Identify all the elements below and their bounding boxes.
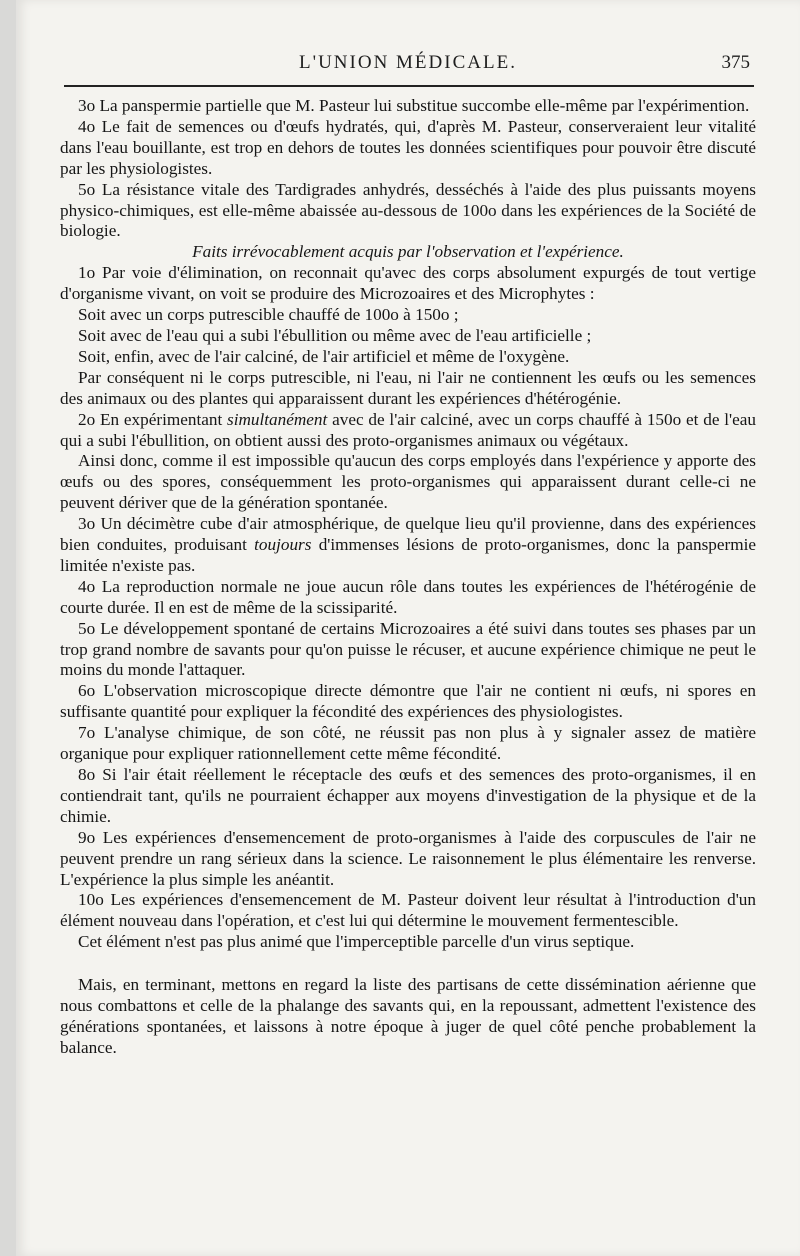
- closing-paragraph: Mais, en terminant, mettons en regard la liste des partisans de cette dissémination aérienne que nous combattons et celle de la phalange des savants qui, en la repoussant, admettent l'existence des générations spontanées, et laissons à notre époque à juger de quel côté penche probablement la balance.: [60, 975, 756, 1057]
- paragraph-1o-c: Soit, enfin, avec de l'air calciné, de l'air artificiel et même de l'oxygène.: [78, 346, 570, 366]
- paragraph-4o-b: 4o La reproduction normale ne joue aucun rôle dans toutes les expériences de l'hétérogénie de courte durée. Il en est de même de la scissiparité.: [60, 576, 756, 617]
- paragraph-10o: 10o Les expériences d'ensemencement de M. Pasteur doivent leur résultat à l'introduction d'un élément nouveau dans l'opération, et c'est lui qui détermine le mouvement fermentescible.: [60, 890, 756, 931]
- paragraph-2o-emphasis: simultanément: [227, 409, 328, 429]
- paragraph-5o: 5o La résistance vitale des Tardigrades anhydrés, desséchés à l'aide des plus puissants moyens physico-chimiques, est elle-même abaissée au-dessous de 100o dans les expériences de la Société de biologie.: [60, 179, 756, 241]
- paragraph-6o: 6o L'observation microscopique directe démontre que l'air ne contient ni œufs, ni spores en suffisante quantité pour expliquer la fécondité des expériences des physiologistes.: [60, 681, 756, 722]
- paragraph-3o-emphasis: toujours: [254, 535, 312, 555]
- paragraph-9o: 9o Les expériences d'ensemencement de proto-organismes à l'aide des corpuscules de l'air ne peuvent prendre un rang sérieux dans la science. Le raisonnement le plus élémentaire les renverse. L'expérience la plus simple les anéantit.: [60, 827, 756, 889]
- header-rule: [64, 85, 754, 87]
- paragraph-3o-b: [60, 514, 756, 577]
- paragraph-gap: [60, 953, 756, 975]
- paragraph-3o-end: d'immenses lésions de proto-organismes, donc la panspermie limitée n'existe pas.: [60, 535, 756, 575]
- paragraph-8o: 8o Si l'air était réellement le réceptacle des œufs et des semences des proto-organismes, il en contiendrait tant, qu'ils ne pourraient échapper aux moyens d'investigation de la physique et de la chimie.: [60, 765, 756, 826]
- paragraph-5o-b: 5o Le développement spontané de certains Microzoaires a été suivi dans toutes ses phases par un trop grand nombre de savants pour qu'on puisse le récuser, et aucune expérience chimique ne peut le moins du monde l'attaquer.: [60, 618, 756, 680]
- paragraph-1o: 1o Par voie d'élimination, on reconnait qu'avec des corps absolument expurgés de tout vertige d'organisme vivant, on voit se produire des Microzoaires et des Microphytes :: [60, 263, 756, 304]
- section-heading: Faits irrévocablement acquis par l'observation et l'expérience.: [192, 242, 624, 262]
- document-page: [16, 0, 800, 1256]
- paragraph-2o-end: avec de l'air calciné, avec un corps chauffé à 150o et de l'eau qui a subi l'ébullition, on obtient aussi des proto-organismes animaux ou végétaux.: [60, 409, 756, 450]
- paragraph-1o-b: Soit avec de l'eau qui a subi l'ébullition ou même avec de l'eau artificielle ;: [78, 325, 592, 345]
- page-number: 375: [721, 52, 750, 73]
- paragraph-1o-a: Soit avec un corps putrescible chauffé de 100o à 150o ;: [78, 305, 459, 325]
- paragraph-2o-start: 2o En expérimentant: [78, 409, 228, 429]
- paragraph-2o: [60, 410, 756, 452]
- paragraph-10o-conclusion: Cet élément n'est pas plus animé que l'imperceptible parcelle d'un virus septique.: [78, 932, 635, 952]
- paragraph-7o: 7o L'analyse chimique, de son côté, ne réussit pas non plus à y signaler assez de matière organique pour expliquer rationnellement cette même fécondité.: [60, 723, 756, 764]
- paragraph-4o: 4o Le fait de semences ou d'œufs hydratés, qui, d'après M. Pasteur, conserveraient leur vitalité dans l'eau bouillante, est trop en dehors de toutes les données scientifiques pour pouvoir être discuté par les physiologistes.: [60, 116, 756, 178]
- body-text: [60, 96, 756, 1059]
- paragraph-1o-conclusion: Par conséquent ni le corps putrescible, ni l'eau, ni l'air ne contiennent les œufs ou les semences des animaux ou des plantes qui apparaissent durant les expériences d'hétérogénie.: [60, 367, 756, 408]
- paragraph-2o-conclusion: Ainsi donc, comme il est impossible qu'aucun des corps employés dans l'expérience y apporte des œufs ou des spores, conséquemment les proto-organismes qui apparaissent durant celle-ci ne peuvent dériver que de la génération spontanée.: [60, 451, 756, 513]
- paragraph-3o: 3o La panspermie partielle que M. Pasteur lui substitue succombe elle-même par l'expérimention.: [78, 96, 750, 115]
- paragraph-3o-start: 3o Un décimètre cube d'air atmosphérique, de quelque lieu qu'il provienne, dans des expériences bien conduites, produisant: [60, 514, 756, 555]
- running-head: L'UNION MÉDICALE.: [299, 52, 517, 73]
- page-header: [16, 52, 800, 82]
